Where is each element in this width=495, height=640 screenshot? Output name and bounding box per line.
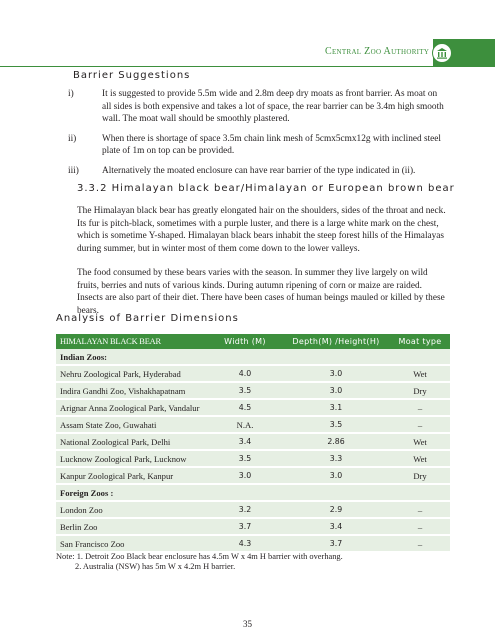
barrier-list (68, 88, 448, 185)
table-row (56, 366, 450, 383)
width-cell: 4.5 (208, 400, 282, 417)
column-header-width: Width (M) (208, 334, 282, 349)
depth-cell: 3.5 (282, 417, 390, 434)
depth-cell: 2.86 (282, 434, 390, 451)
section-heading: 3.3.2 Himalayan black bear/Himalayan or European brown bear (77, 183, 455, 194)
list-item-number: ii) (68, 133, 77, 144)
width-cell: 3.5 (208, 383, 282, 400)
zoo-name-cell: Nehru Zoological Park, Hyderabad (56, 366, 208, 383)
zoo-name-cell: Indira Gandhi Zoo, Vishakhapatnam (56, 383, 208, 400)
depth-cell: 3.7 (282, 536, 390, 553)
zoo-name-cell: San Francisco Zoo (56, 536, 208, 553)
depth-cell: 3.0 (282, 383, 390, 400)
list-item (68, 133, 448, 158)
width-cell: 4.0 (208, 366, 282, 383)
table-row (56, 468, 450, 485)
table-row (56, 451, 450, 468)
zoo-name-cell: Berlin Zoo (56, 519, 208, 536)
moat-type-cell: – (390, 417, 450, 434)
table-note-1: Note: 1. Detroit Zoo Black bear enclosure has 4.5m W x 4m H barrier with overhang. (56, 552, 343, 561)
list-item-text: Alternatively the moated enclosure can have rear barrier of the type indicated in (ii). (102, 165, 416, 176)
width-cell: 3.0 (208, 468, 282, 485)
list-item-number: iii) (68, 165, 79, 176)
depth-cell: 3.0 (282, 468, 390, 485)
zoo-name-cell: Kanpur Zoological Park, Kanpur (56, 468, 208, 485)
moat-type-cell: Dry (390, 468, 450, 485)
table-subheading-row (56, 485, 450, 502)
table-note-2: 2. Australia (NSW) has 5m W x 4.2m H barrier. (75, 562, 236, 571)
zoo-name-cell: National Zoological Park, Delhi (56, 434, 208, 451)
list-item-number: i) (68, 89, 74, 99)
table-header-row (56, 334, 450, 349)
moat-type-cell: – (390, 519, 450, 536)
table-row (56, 502, 450, 519)
barrier-dimensions-table (56, 334, 450, 553)
table-row (56, 519, 450, 536)
list-item (68, 88, 448, 126)
pillared-building-icon (432, 43, 452, 63)
moat-type-cell: Dry (390, 383, 450, 400)
moat-type-cell: – (390, 400, 450, 417)
zoo-name-cell: Arignar Anna Zoological Park, Vandalur (56, 400, 208, 417)
table-subheading-row (56, 349, 450, 366)
bear-description-paragraph: The Himalayan black bear has greatly elongated hair on the shoulders, sides of the throat and neck. Its fur is pitch-black, sometimes with a purple luster, and there is a large white mark on the chest, which is sometime Y-shaped. Himalayan black bears inhabit the steep forest hills of the Himalayas during summer, but in winter most of them come down to the lower valleys. (77, 206, 446, 254)
moat-type-cell: – (390, 536, 450, 553)
table-row (56, 536, 450, 553)
width-cell: 3.4 (208, 434, 282, 451)
header-rule (0, 66, 495, 67)
moat-type-cell: Wet (390, 434, 450, 451)
zoo-name-cell: Assam State Zoo, Guwahati (56, 417, 208, 434)
moat-type-cell: Wet (390, 451, 450, 468)
list-item (68, 165, 448, 178)
page-number: 35 (243, 619, 252, 629)
table-row (56, 434, 450, 451)
moat-type-cell: Wet (390, 366, 450, 383)
table-row (56, 417, 450, 434)
list-item-text: It is suggested to provide 5.5m wide and 2.8m deep dry moats as front barrier. As moat on all sides is both expensive and takes a lot of space, the rear barrier can be 3.4m high smooth wall. The moat wall should be smoothly plastered. (102, 89, 444, 125)
depth-cell: 3.1 (282, 400, 390, 417)
list-item-text: When there is shortage of space 3.5m chain link mesh of 5cmx5cmx12g with inclined steel plate of 1m on top can be provided. (102, 133, 441, 157)
bear-diet-paragraph: The food consumed by these bears varies with the season. In summer they live largely on wild fruits, berries and nuts of various kinds. During autumn ripening of corn or maize are raided. Insects are also part of their diet. There have been cases of human beings mauled or killed by these bears. (77, 268, 445, 316)
width-cell: 4.3 (208, 536, 282, 553)
column-header-zoo: HIMALAYAN BLACK BEAR (56, 334, 208, 349)
depth-cell: 3.0 (282, 366, 390, 383)
table-row (56, 400, 450, 417)
table-row (56, 383, 450, 400)
depth-cell: 3.3 (282, 451, 390, 468)
column-header-moat: Moat type (390, 334, 450, 349)
zoo-name-cell: London Zoo (56, 502, 208, 519)
width-cell: 3.5 (208, 451, 282, 468)
moat-type-cell: – (390, 502, 450, 519)
table-subheading: Indian Zoos: (56, 349, 450, 366)
header-org-name: Central Zoo Authority (325, 46, 430, 57)
width-cell: 3.2 (208, 502, 282, 519)
zoo-name-cell: Lucknow Zoological Park, Lucknow (56, 451, 208, 468)
analysis-heading: Analysis of Barrier Dimensions (56, 313, 239, 324)
column-header-depth: Depth(M) /Height(H) (282, 334, 390, 349)
width-cell: N.A. (208, 417, 282, 434)
width-cell: 3.7 (208, 519, 282, 536)
table-subheading: Foreign Zoos : (56, 485, 450, 502)
depth-cell: 2.9 (282, 502, 390, 519)
barrier-suggestions-heading: Barrier Suggestions (73, 70, 191, 81)
depth-cell: 3.4 (282, 519, 390, 536)
